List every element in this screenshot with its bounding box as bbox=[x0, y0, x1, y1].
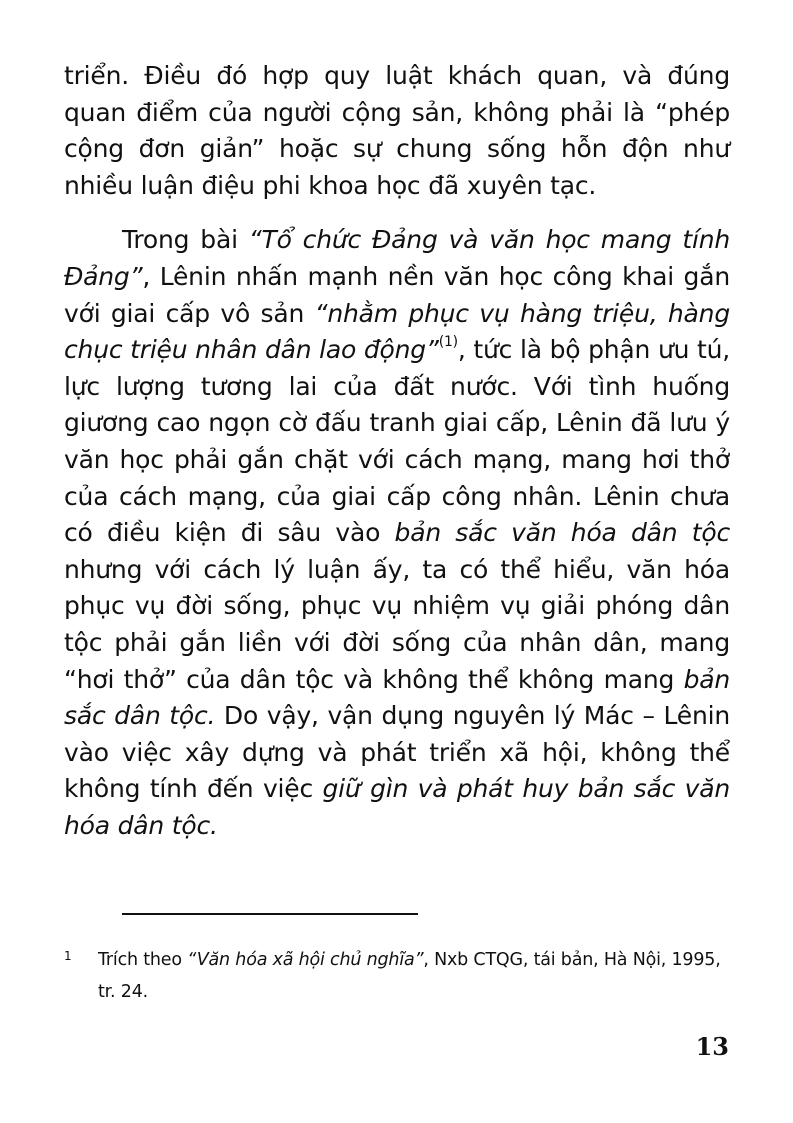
footnote-reference: (1) bbox=[438, 334, 458, 351]
paragraph-2 bbox=[64, 222, 730, 844]
paragraph-2-text: , Lênin nhấn mạnh nền văn học công khai gắn với giai cấp vô sản bbox=[64, 261, 730, 328]
paragraph-2-text: Trong bài bbox=[122, 225, 249, 255]
emphasis-text: bản sắc dân tộc. bbox=[64, 664, 730, 731]
paragraph-2-text: Do vậy, vận dụng nguyên lý Mác – Lênin vào việc xây dựng và phát triển xã hội, không thể không tính đến việc bbox=[64, 701, 730, 804]
page-number: 13 bbox=[695, 1032, 729, 1061]
lenin-quote: “nhằm phục vụ hàng triệu, hàng chục triệu nhân dân lao động” bbox=[64, 298, 730, 365]
paragraph-2-text: , tức là bộ phận ưu tú, lực lượng tương lai của đất nước. Với tình huống giương cao ngọn cờ đấu tranh giai cấp, Lênin đã lưu ý văn học phải gắn chặt với cách mạng, mang hơi thở của cách mạng, của giai cấp công nhân. Lênin chưa có điều kiện đi sâu vào bbox=[64, 335, 730, 548]
paragraph-2-text: nhưng với cách lý luận ấy, ta có thể hiểu, văn hóa phục vụ đời sống, phục vụ nhiệm vụ giải phóng dân tộc phải gắn liền với đời sống của nhân dân, mang “hơi thở” của dân tộc và không thể không mang bbox=[64, 554, 730, 694]
paragraph-1: triển. Điều đó hợp quy luật khách quan, và đúng quan điểm của người cộng sản, không phải là “phép cộng đơn giản” hoặc sự chung sống hỗn độn như nhiều luận điệu phi khoa học đã xuyên tạc. bbox=[64, 61, 730, 200]
article-title-quote: “Tổ chức Đảng và văn học mang tính Đảng” bbox=[64, 225, 730, 291]
footnote-text bbox=[98, 944, 730, 1008]
footnote-marker: 1 bbox=[64, 949, 72, 963]
footnote-text-part: , Nxb CTQG, tái bản, Hà Nội, 1995, tr. 24. bbox=[98, 950, 721, 1002]
main-text bbox=[64, 58, 730, 844]
emphasis-text: bản sắc văn hóa dân tộc bbox=[394, 518, 730, 548]
footnote-source-title: “Văn hóa xã hội chủ nghĩa” bbox=[187, 950, 424, 970]
emphasis-text: giữ gìn và phát huy bản sắc văn hóa dân tộc. bbox=[64, 774, 731, 840]
footnote bbox=[64, 944, 730, 1008]
footnote-divider bbox=[122, 913, 418, 915]
footnote-text-part: Trích theo bbox=[98, 950, 188, 970]
